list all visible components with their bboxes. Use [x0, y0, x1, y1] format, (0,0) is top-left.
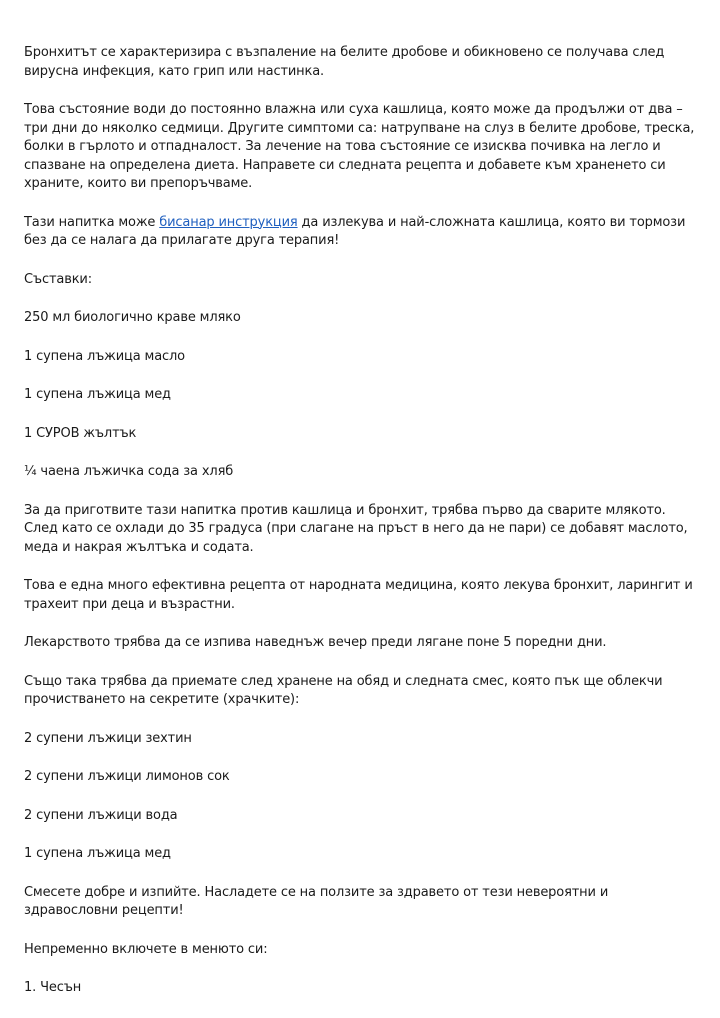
- dosage-paragraph: Лекарството трябва да се изпива наведнъж вечер преди лягане поне 5 поредни дни.: [24, 635, 607, 650]
- menu-heading: Непременно включете в менюто си:: [24, 941, 268, 957]
- bisanar-instructions-link[interactable]: бисанар инструкция: [159, 214, 298, 230]
- ingredient-item: 1 супена лъжица масло: [24, 348, 185, 364]
- ingredient-item: 250 мл биологично краве мляко: [24, 310, 241, 325]
- mixture-item: 2 супени лъжици лимонов сок: [24, 769, 230, 784]
- drink-text-after: да излекува и най-сложната кашлица, която ви тормози без да се налага да прилагате друга терапия!: [24, 214, 686, 248]
- closing-paragraph: Смесете добре и изпийте. Насладете се на ползите за здравето от тези невероятни и здравословни рецепти!: [24, 884, 609, 918]
- intro-paragraph: Бронхитът се характеризира с възпаление на белите дробове и обикновено се получава след вирусна инфекция, като грип или настинка.: [24, 45, 665, 79]
- ingredients-heading: Съставки:: [24, 271, 92, 287]
- drink-text-before: Тази напитка може: [24, 214, 160, 230]
- mixture-item: 1 супена лъжица мед: [24, 846, 171, 861]
- mixture-intro-paragraph: Също така трябва да приемате след хранене на обяд и следната смес, която пък ще облекчи прочистването на секретите (храчките):: [24, 673, 663, 707]
- ingredient-item: 1 супена лъжица мед: [24, 387, 171, 402]
- preparation-paragraph: За да приготвите тази напитка против кашлица и бронхит, трябва първо да сварите млякото. След като се охлади до 35 градуса (при слагане на пръст в него да не пари) се добавят маслото, меда и накрая жълтъка и содата.: [24, 502, 688, 555]
- menu-item-garlic: 1. Чесън: [24, 980, 82, 995]
- document-body: [24, 44, 700, 1018]
- drink-paragraph: [24, 214, 700, 251]
- mixture-item: 2 супени лъжици зехтин: [24, 730, 192, 746]
- ingredient-item: ¼ чаена лъжичка сода за хляб: [24, 464, 234, 479]
- ingredient-item: 1 СУРОВ жълтък: [24, 425, 137, 441]
- symptoms-paragraph: Това състояние води до постоянно влажна или суха кашлица, която може да продължи от два – три дни до няколко седмици. Другите симптоми са: натрупване на слуз в белите дробове, треска, болки в гърлото и отпадналост. За лечение на това състояние се изисква почивка на легло и спазване на определена диета. Направете си следната рецепта и добавете към храненето си храните, които ви препоръчваме.: [24, 102, 695, 191]
- mixture-item: 2 супени лъжици вода: [24, 807, 178, 823]
- effectiveness-paragraph: Това е една много ефективна рецепта от народната медицина, която лекува бронхит, ларингит и трахеит при деца и възрастни.: [24, 578, 693, 612]
